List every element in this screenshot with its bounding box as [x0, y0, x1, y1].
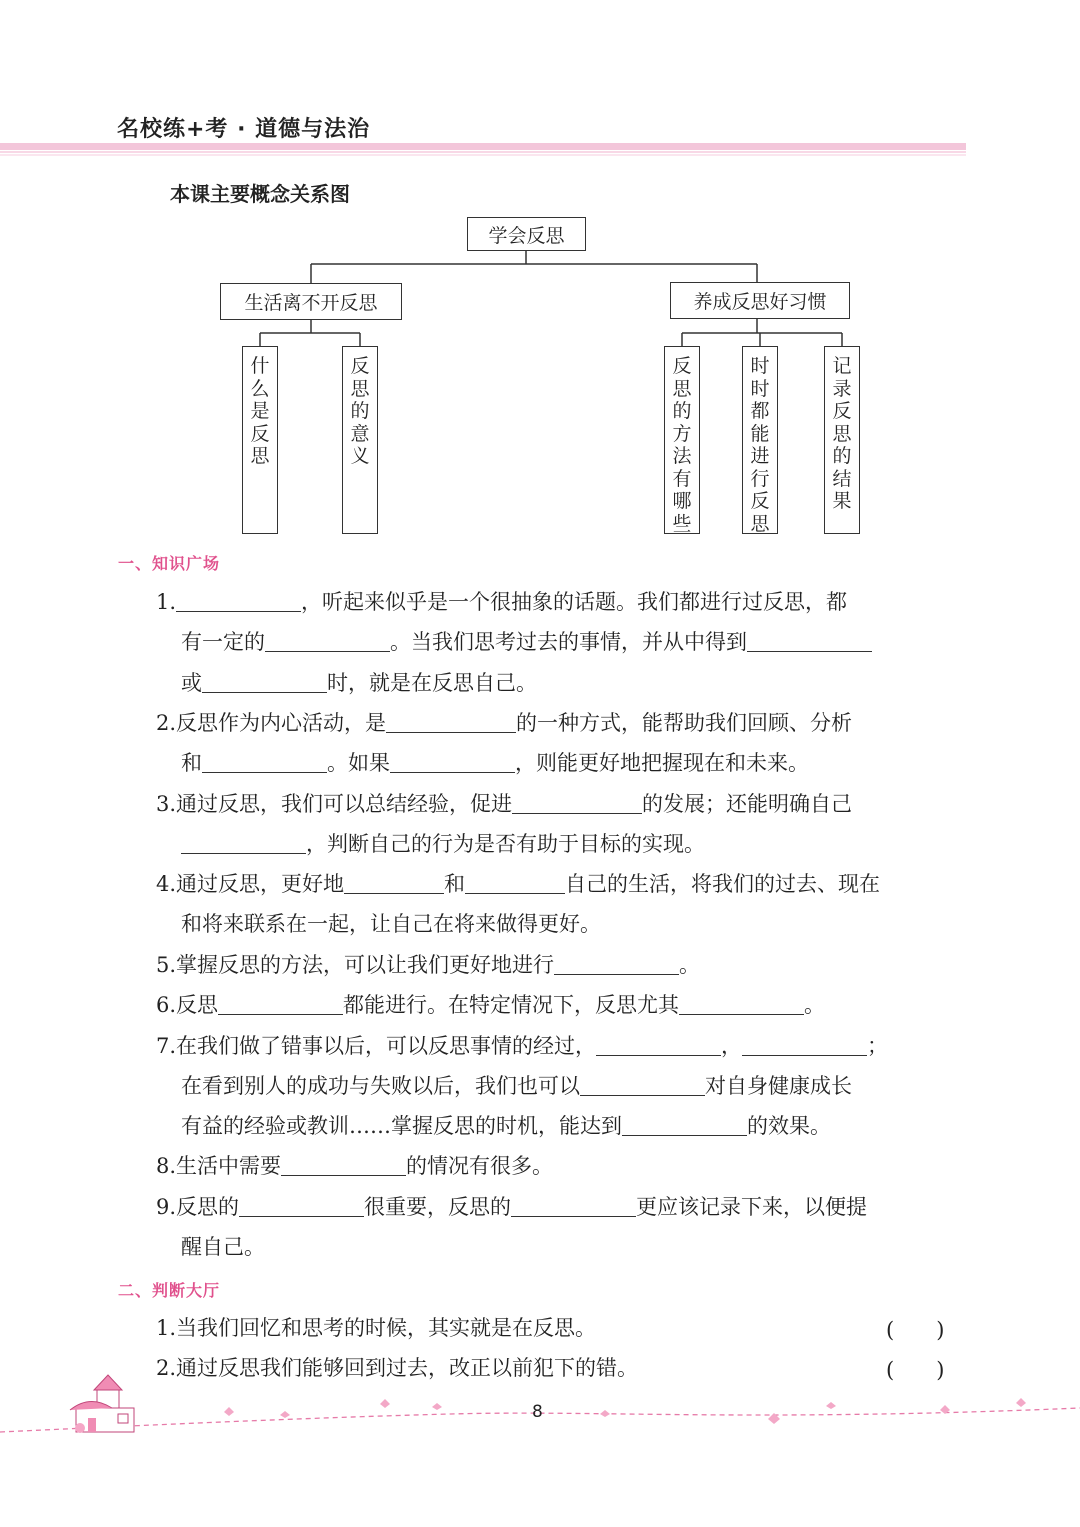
- question-line: 醒自己。: [181, 1235, 265, 1259]
- concept-left-branch: 生活离不开反思: [220, 283, 402, 320]
- question-line: 9.反思的 很重要，反思的 更应该记录下来，以便提: [156, 1195, 868, 1219]
- concept-leaf: 什么是反思: [242, 346, 278, 534]
- question-line: 6.反思 都能进行。在特定情况下，反思尤其 。: [156, 993, 826, 1017]
- answer-blank[interactable]: [281, 1153, 406, 1176]
- question-line: 和将来联系在一起，让自己在将来做得更好。: [181, 912, 601, 936]
- answer-blank[interactable]: [622, 1113, 747, 1136]
- concept-right-branch: 养成反思好习惯: [670, 282, 850, 319]
- answer-blank[interactable]: [554, 952, 679, 975]
- section-heading: 二、判断大厅: [118, 1281, 221, 1300]
- judge-item: 2.通过反思我们能够回到过去，改正以前犯下的错。: [156, 1356, 639, 1380]
- answer-blank[interactable]: [181, 831, 306, 854]
- question-line: 有一定的 。当我们思考过去的事情，并从中得到: [181, 627, 872, 657]
- concept-leaf: 反思的意义: [342, 346, 378, 534]
- question-line: ，判断自己的行为是否有助于目标的实现。: [181, 829, 705, 859]
- question-line: 4.通过反思，更好地 和 自己的生活，将我们的过去、现在: [156, 872, 881, 896]
- question-line: 或 时，就是在反思自己。: [181, 671, 537, 695]
- answer-blank[interactable]: [202, 670, 327, 693]
- section-heading: 一、知识广场: [118, 554, 221, 573]
- answer-blank[interactable]: [742, 1033, 867, 1056]
- concept-leaf: 时时都能进行反思: [742, 346, 778, 534]
- question-line: 3.通过反思，我们可以总结经验，促进 的发展；还能明确自己: [156, 792, 853, 816]
- answer-blank[interactable]: [747, 629, 872, 652]
- question-line: 有益的经验或教训……掌握反思的时机，能达到 的效果。: [181, 1114, 831, 1138]
- answer-blank[interactable]: [596, 1033, 721, 1056]
- concept-leaf: 记录反思的结果: [824, 346, 860, 534]
- answer-blank[interactable]: [344, 871, 444, 894]
- question-line: 2.反思作为内心活动，是 的一种方式，能帮助我们回顾、分析: [156, 711, 853, 735]
- header-title: 名校练+考 · 道德与法治: [117, 117, 371, 142]
- answer-blank[interactable]: [465, 871, 565, 894]
- question-line: 7.在我们做了错事以后，可以反思事情的经过， ， ；: [156, 1034, 889, 1058]
- question-line: 和 。如果 ，则能更好地把握现在和未来。: [181, 751, 809, 775]
- concept-map-connectors: [0, 0, 1080, 560]
- answer-blank[interactable]: [390, 750, 515, 773]
- answer-blank[interactable]: [511, 1194, 636, 1217]
- answer-blank[interactable]: [239, 1194, 364, 1217]
- answer-blank[interactable]: [176, 589, 301, 612]
- question-line: 5.掌握反思的方法，可以让我们更好地进行 。: [156, 953, 701, 977]
- concept-leaf: 反思的方法有哪些: [664, 346, 700, 534]
- answer-paren[interactable]: ( ): [886, 1318, 945, 1342]
- answer-blank[interactable]: [679, 992, 804, 1015]
- answer-blank[interactable]: [386, 710, 516, 733]
- answer-blank[interactable]: [202, 750, 327, 773]
- answer-blank[interactable]: [512, 791, 642, 814]
- question-line: 8.生活中需要 的情况有很多。: [156, 1154, 554, 1178]
- judge-item: 1.当我们回忆和思考的时候，其实就是在反思。: [156, 1316, 597, 1340]
- answer-blank[interactable]: [265, 629, 390, 652]
- question-line: 1. ，听起来似乎是一个很抽象的话题。我们都进行过反思，都: [156, 590, 848, 614]
- answer-paren[interactable]: ( ): [886, 1358, 945, 1382]
- concept-root: 学会反思: [467, 217, 586, 251]
- page-number: 8: [532, 1402, 543, 1422]
- concept-map-title: 本课主要概念关系图: [170, 182, 350, 206]
- question-line: 在看到别人的成功与失败以后，我们也可以 对自身健康成长: [181, 1074, 852, 1098]
- answer-blank[interactable]: [580, 1073, 705, 1096]
- answer-blank[interactable]: [218, 992, 343, 1015]
